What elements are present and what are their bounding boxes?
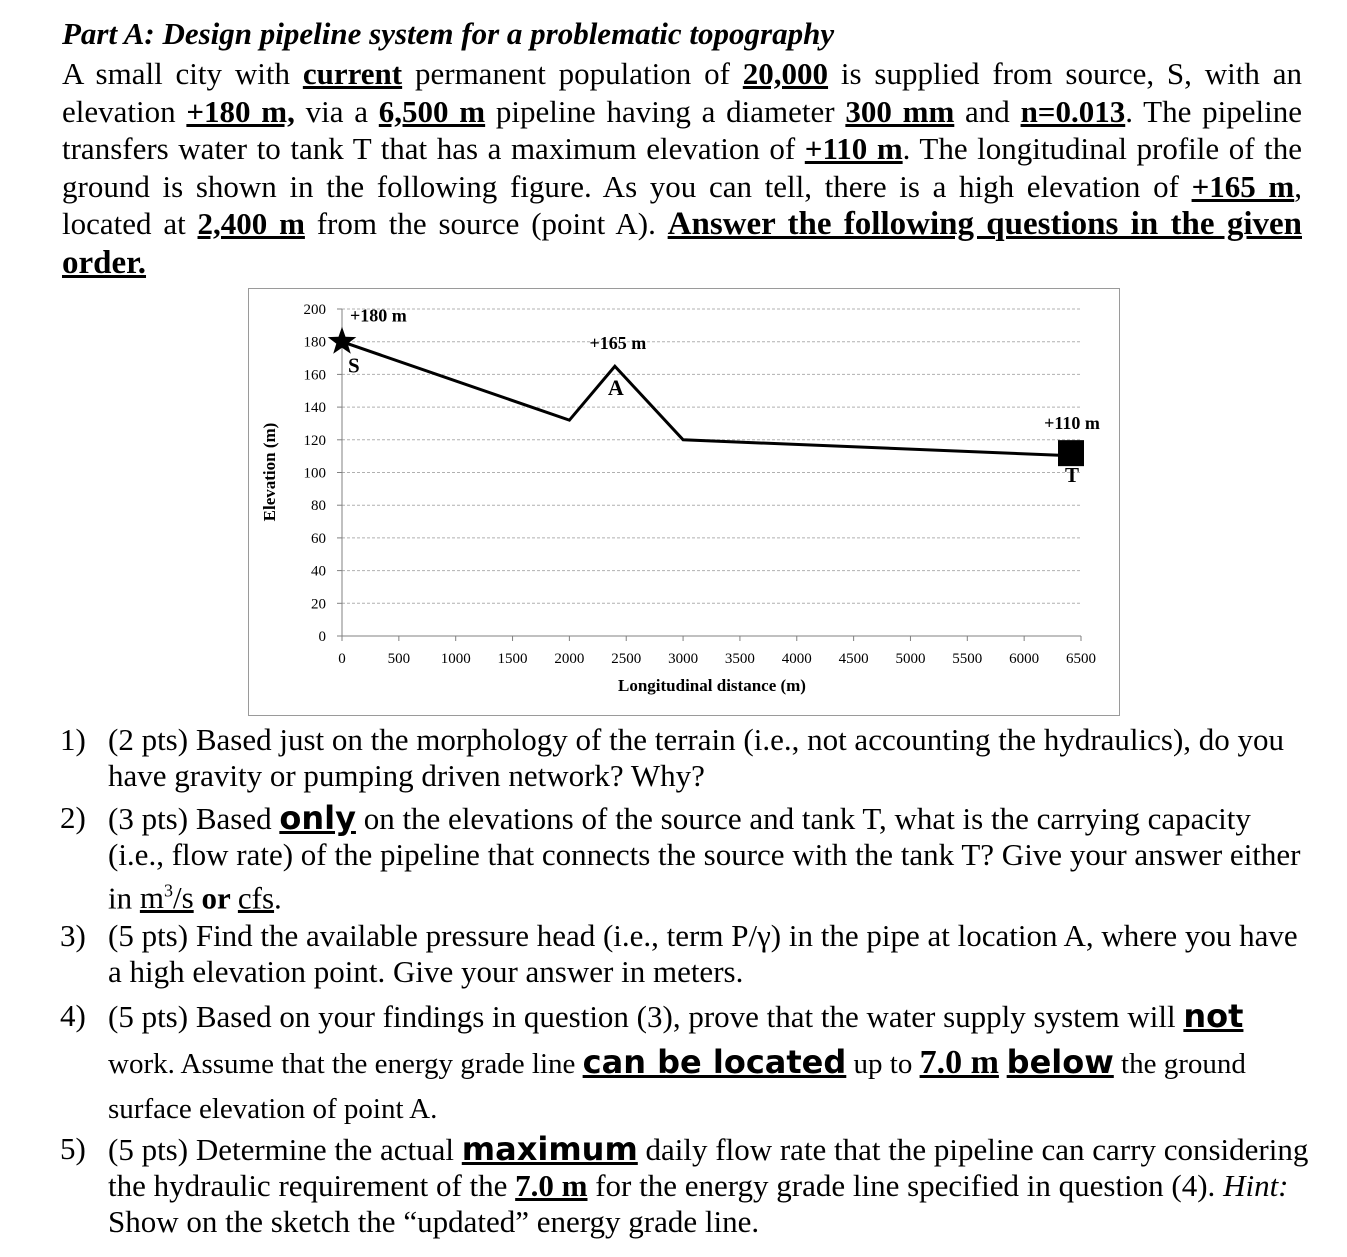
n-value: n=0.013 — [1020, 93, 1126, 129]
peak-elevation-label: +165 m — [589, 333, 647, 354]
text: and — [954, 93, 1021, 129]
y-tick-label: 120 — [303, 432, 326, 449]
y-tick-label: 140 — [303, 400, 326, 417]
ground-profile-line — [342, 342, 1081, 456]
text: /s — [173, 880, 194, 916]
question-5 — [60, 1131, 1310, 1240]
seven-meters-value: 7.0 m — [919, 1044, 999, 1082]
x-tick-label: 3500 — [724, 651, 755, 667]
not-emphasis: not — [1183, 997, 1244, 1036]
question-number: 5) — [60, 1131, 86, 1167]
text — [999, 1045, 1007, 1080]
pipe-length-value: 6,500 m — [378, 93, 486, 129]
or-text: or — [193, 880, 238, 916]
x-tick-label: 1500 — [497, 651, 528, 667]
tank-label: T — [1064, 463, 1080, 488]
x-tick-label: 0 — [338, 651, 346, 667]
tank-elevation-value: +110 m — [804, 131, 903, 166]
peak-label: A — [607, 375, 624, 401]
x-tick-label: 5500 — [952, 651, 983, 667]
question-3 — [60, 918, 1310, 990]
part-title: Part A: Design pipeline system for a problematic topography — [62, 16, 835, 51]
diameter-value: 300 mm — [845, 93, 955, 129]
text: is supplied from source, S, with an elevation — [62, 56, 1303, 129]
x-tick-label: 6500 — [1066, 651, 1096, 667]
only-emphasis: only — [279, 799, 356, 837]
seven-meters-value: 7.0 m — [515, 1168, 588, 1204]
current-emphasis: current — [302, 56, 403, 91]
text: . — [274, 880, 282, 916]
text: up to — [846, 1048, 920, 1081]
unit-cfs: cfs — [237, 880, 275, 916]
text: from the source (point A). — [304, 206, 668, 241]
x-tick-label: 4000 — [781, 651, 812, 667]
y-tick-label: 80 — [311, 498, 326, 515]
text: (5 pts) Based on your findings in question (3), prove that the water supply system will — [108, 999, 1184, 1035]
text: m — [139, 880, 164, 916]
y-tick-label: 160 — [303, 367, 326, 384]
x-tick-label: 4500 — [838, 651, 869, 667]
x-tick-label: 6000 — [1009, 651, 1040, 667]
y-tick-label: 100 — [303, 465, 326, 482]
question-number: 3) — [60, 918, 86, 954]
x-tick-label: 5000 — [895, 651, 926, 667]
high-distance-value: 2,400 m — [197, 206, 305, 241]
question-1 — [60, 722, 1310, 794]
x-tick-label: 2500 — [611, 651, 642, 667]
y-tick-label: 40 — [311, 563, 326, 580]
source-elevation-value: +180 m, — [186, 93, 295, 129]
high-elevation-value: +165 m — [1191, 168, 1295, 204]
y-axis-label: Elevation (m) — [260, 422, 279, 522]
question-number: 2) — [60, 800, 86, 835]
population-value: 20,000 — [742, 56, 829, 91]
text: (5 pts) Find the available pressure head (i.e., term P/γ) in the pipe at location A, where you have a high elevation point. Give your answer in meters. — [108, 918, 1298, 990]
x-tick-label: 1000 — [440, 651, 471, 667]
text: on the elevations of the source and tank T, what is the carrying capacity (i.e., flow rate) of the pipeline that connects the source with the tank T? Give your answer either in — [108, 801, 1301, 916]
source-elevation-label: +180 m — [350, 305, 407, 326]
text: (3 pts) Based — [108, 801, 280, 836]
text: permanent population of — [402, 56, 743, 91]
text: via a — [294, 93, 379, 129]
text: daily flow rate that the pipeline can carry considering the hydraulic requirement of the — [108, 1132, 1309, 1204]
problem-statement — [62, 55, 1302, 282]
text: (5 pts) Determine the actual — [108, 1132, 462, 1168]
text: . The pipeline transfers water to tank T that has a maximum elevation of — [62, 93, 1302, 166]
question-number: 1) — [60, 722, 86, 757]
hint-label: Hint: — [1223, 1168, 1289, 1204]
tank-elevation-label: +110 m — [1044, 413, 1100, 434]
y-tick-label: 20 — [311, 596, 326, 613]
question-2 — [60, 800, 1310, 916]
text: the ground surface elevation of point A. — [108, 1048, 1246, 1126]
can-be-located-emphasis: can be located — [582, 1043, 847, 1082]
text: pipeline having a diameter — [485, 93, 846, 129]
question-4 — [60, 994, 1310, 1131]
x-tick-label: 3000 — [668, 651, 699, 667]
text: A small city with — [62, 56, 303, 91]
question-number: 4) — [60, 998, 86, 1034]
maximum-emphasis: maximum — [461, 1130, 638, 1169]
x-tick-label: 2000 — [554, 651, 585, 667]
text: for the energy grade line specified in question (4). — [587, 1168, 1224, 1204]
profile-figure — [248, 288, 1120, 716]
text: , located at — [62, 168, 1302, 241]
instruction-text: Answer the following questions in the given order. — [62, 206, 1302, 281]
y-tick-label: 180 — [303, 334, 326, 351]
below-emphasis: below — [1006, 1043, 1114, 1082]
y-tick-label: 60 — [311, 530, 326, 547]
text: . The longitudinal profile of the ground is shown in the following figure. As you can tell, there is a high elevation of — [62, 131, 1302, 204]
x-tick-label: 500 — [387, 651, 411, 667]
question-list — [60, 722, 1310, 1240]
unit-m3s — [140, 880, 194, 915]
text: Show on the sketch the “updated” energy grade line. — [108, 1204, 760, 1240]
text: work. Assume that the energy grade line — [108, 1048, 583, 1081]
superscript: 3 — [164, 881, 173, 901]
y-tick-label: 200 — [303, 302, 326, 318]
elevation-profile-chart — [249, 289, 1119, 715]
source-label: S — [348, 353, 360, 378]
x-axis-label: Longitudinal distance (m) — [618, 676, 806, 695]
y-tick-label: 0 — [318, 629, 326, 645]
text: (2 pts) Based just on the morphology of the terrain (i.e., not accounting the hydraulics), do you have gravity or pumping driven network? Why? — [108, 722, 1285, 793]
